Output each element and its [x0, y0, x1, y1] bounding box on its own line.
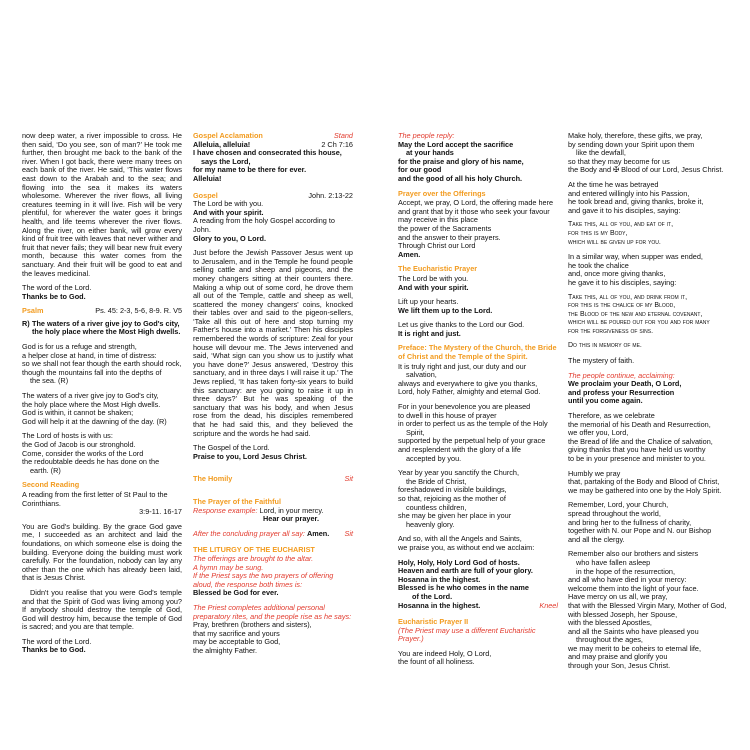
- offerings-line: and the answer to their prayers.: [398, 232, 501, 242]
- ep2-rubric: (The Priest may use a different Eucharistic Prayer.): [398, 625, 536, 644]
- preface-line: Lord, holy Father, almighty and eternal God.: [398, 387, 541, 397]
- prayer-line: At the time he was betrayed: [568, 179, 659, 189]
- preface-line: in order to perfect us as the temple of the Holy: [398, 419, 548, 429]
- eucharistic-prayer-ii-title: Eucharistic Prayer II: [398, 617, 469, 627]
- verse-line: says the Lord,: [201, 156, 251, 166]
- pray-line: the almighty Father.: [193, 645, 258, 655]
- concluding-rubric: After the concluding prayer all say:: [193, 528, 305, 538]
- column-4: [568, 132, 728, 677]
- prayer-line: that, partaking of the Body and Blood of Christ,: [568, 477, 720, 487]
- communion-epiclesis: [568, 470, 728, 496]
- people-reply: [398, 141, 558, 184]
- thanks-be-to-god: Thanks be to God.: [22, 645, 86, 655]
- offerings-line: the power of the Sacraments: [398, 223, 492, 233]
- prayer-over-offerings-title: Prayer over the Offerings: [398, 188, 486, 198]
- prayer-line: with blessed Joseph, her Spouse,: [568, 609, 678, 619]
- second-reading-title: Second Reading: [22, 480, 80, 490]
- consecration-line: Take this, all of you, and drink from it,: [568, 293, 688, 301]
- prayer-line: and may praise and glorify you: [568, 652, 668, 662]
- preface-line: the Bride of Christ,: [406, 476, 467, 486]
- acclamation-line: and profess your Resurrection: [568, 387, 675, 397]
- preface-line: Spirit,: [406, 427, 425, 437]
- psalm-reference: Ps. 45: 2-3, 5-6, 8-9. R. V5: [95, 306, 182, 316]
- prayer-line: by sending down your Spirit upon them: [568, 139, 695, 149]
- preface-line: Year by year you sanctify the Church,: [398, 468, 520, 478]
- preface-line: so that, rejoicing as the mother of: [398, 493, 506, 503]
- dialogue-line: Let us give thanks to the Lord our God.: [398, 320, 525, 330]
- pray-line: that my sacrifice and yours: [193, 628, 280, 638]
- blessed-be-god: Blessed be God for ever.: [193, 588, 279, 598]
- preface-line: to dwell in this house of prayer: [398, 410, 497, 420]
- dialogue-line: The Lord be with you.: [193, 199, 264, 209]
- people-continue-rubric: The people continue, acclaiming:: [568, 370, 675, 380]
- psalm-header: [22, 307, 182, 316]
- rubric-preparatory-rites: The Priest completes additional personal preparatory rites, and the people rise as he says:: [193, 602, 352, 621]
- amen-text: Amen.: [398, 249, 421, 259]
- ep-dialogue-2: [398, 298, 558, 315]
- preface-line: And so, with all the Angels and Saints,: [398, 534, 522, 544]
- stanza-line: though the mountains fall into the depths of: [22, 367, 162, 377]
- mystery-of-faith: The mystery of faith.: [568, 356, 635, 366]
- thanks-be-to-god: Thanks be to God.: [22, 291, 86, 301]
- institution-narrative-1: [568, 181, 728, 215]
- prayer-line: so that they may become for us: [568, 156, 670, 166]
- intercession-departed: [568, 550, 728, 670]
- gospel-text: Just before the Jewish Passover Jesus went up to Jerusalem, and in the Temple he found people selling cattle and sheep and pigeons, and the money changers sitting at their counters there. Making a whip out of some cord, he drove them all out of the Temple, cattle and sheep as well, scattered the money changers' coins, knocked their tables over and said to the pigeon-sellers, ‘Take all this out of here and stop turning my Father's house into a market.’ Then his disciples remembered the words of scripture: Zeal for your house will devour me. The Jews intervened and said, ‘What sign can you show us to justify what you have done?’ Jesus answered, ‘Destroy this sanctuary, and in three days I will raise it up.’ The Jews replied, ‘It has taken forty-six years to build this sanctuary: are you going to raise it up in three days?’ But he was speaking of the sanctuary that was his body, and when Jesus rose from the dead, his disciples remembered that he had said this, and they believed the scripture and the words he had said.: [193, 248, 353, 438]
- rubric-offerings: The offerings are brought to the altar.: [193, 553, 314, 563]
- alleluia-text: Alleluia, alleluia!: [193, 139, 251, 149]
- prayer-line: Have mercy on us all, we pray,: [568, 592, 668, 602]
- psalm-stanza-1: [22, 343, 182, 386]
- verse-line: for my name to be there for ever.: [193, 165, 307, 175]
- prayer-line: Remember, Lord, your Church,: [568, 500, 669, 510]
- prayer-of-faithful-title: The Prayer of the Faithful: [193, 496, 281, 506]
- reply-line: for the praise and glory of his name,: [398, 156, 524, 166]
- consecration-line: which will be given up for you.: [568, 238, 661, 246]
- prayer-line: he took the chalice: [568, 260, 629, 270]
- sit-rubric: Sit: [344, 528, 353, 538]
- column-1: [22, 132, 182, 661]
- acclamation-verse: [193, 149, 353, 183]
- sanctus-final-row: [398, 602, 558, 611]
- prayer-line: welcome them into the light of your face.: [568, 583, 699, 593]
- stanza-line: God is within, it cannot be shaken;: [22, 408, 134, 418]
- prayer-line: and gave it to his disciples, saying:: [568, 205, 681, 215]
- reply-line: and the good of all his holy Church.: [398, 173, 523, 183]
- word-of-lord-1: [22, 284, 182, 301]
- stanza-line: Come, consider the works of the Lord: [22, 448, 144, 458]
- institution-narrative-2: [568, 253, 728, 287]
- dialogue-line: Glory to you, O Lord.: [193, 233, 266, 243]
- kneel-rubric: Kneel: [539, 600, 558, 610]
- sanctus-line: of the Lord.: [412, 591, 453, 601]
- response-label: R): [22, 318, 30, 328]
- second-reading-reference: 3:9-11. 16-17: [139, 507, 182, 517]
- psalm-response: [22, 320, 182, 337]
- amen-text: Amen.: [306, 528, 330, 538]
- ep2-line: the fount of all holiness.: [398, 657, 475, 667]
- rubric-hymn: A hymn may be sung.: [193, 562, 264, 572]
- prayer-line: the memorial of his Death and Resurrection,: [568, 419, 711, 429]
- stanza-line: the holy place where the Most High dwells.: [22, 399, 161, 409]
- prayer-line: Remember also our brothers and sisters: [568, 549, 699, 559]
- pray-brethren: [193, 621, 353, 655]
- epiclesis: [568, 132, 728, 175]
- dialogue-line: A reading from the holy Gospel according to John.: [193, 216, 335, 234]
- preface-paragraph-2: [398, 403, 558, 463]
- second-reading-intro: [22, 491, 182, 508]
- dialogue-line: And with your spirit.: [398, 282, 469, 292]
- prayer-line: Therefore, as we celebrate: [568, 411, 655, 421]
- acclamation-line: We proclaim your Death, O Lord,: [568, 379, 682, 389]
- stanza-line: earth. (R): [30, 465, 61, 475]
- stanza-line: so we shall not fear though the earth should rock,: [22, 359, 182, 369]
- prayer-line: he took bread and, giving thanks, broke it,: [568, 197, 704, 207]
- prayer-over-offerings: [398, 199, 558, 259]
- preface-paragraph-1: [398, 363, 558, 397]
- preface-line: accepted by you.: [406, 453, 462, 463]
- gospel-reference: John. 2:13-22: [308, 190, 353, 200]
- sanctus: [398, 559, 558, 611]
- prayer-line: Humbly we pray: [568, 468, 621, 478]
- preface-paragraph-3: [398, 469, 558, 529]
- stanza-line: the redoubtable deeds he has done on the: [22, 457, 160, 467]
- pray-line: Pray, brethren (brothers and sisters),: [193, 620, 312, 630]
- psalm-title: Psalm: [22, 306, 44, 316]
- ep-dialogue-1: [398, 275, 558, 292]
- consecration-line: the Blood of the new and eternal covenant,: [568, 310, 703, 318]
- sanctus-line: Heaven and earth are full of your glory.: [398, 566, 533, 576]
- rubric-prayers-offering: If the Priest says the two prayers of offering aloud, the response both times is:: [193, 571, 334, 589]
- stanza-line: the God of Jacob is our stronghold.: [22, 440, 136, 449]
- reply-line: May the Lord accept the sacrifice: [398, 139, 514, 149]
- preface-line: For in your benevolence you are pleased: [398, 402, 531, 412]
- response-text: The waters of a river give joy to God's city, the holy place where the Most High dwells.: [32, 318, 181, 337]
- first-reading-continued: now deep water, a river impossible to cross. He then said, ‘Do you see, son of man?’ He took me further, then brought me back to the bank of the river. When I got back, there were many trees on each bank of the river. He said, ‘This water flows east down to the Arabah and to the sea; and flowing into the sea it makes its waters wholesome. Wherever the river flows, all living creatures teeming in it will live. Fish will be very plentiful, for wherever the water goes it brings health, and life teems wherever the river flows. Along the river, on either bank, will grow every kind of fruit tree with leaves that never wither and fruit that never fails; they will bear new fruit every month, because this water comes from the sanctuary. And their fruit will be good to eat and the leaves medicinal.: [22, 131, 182, 278]
- consecration-bread: [568, 221, 728, 247]
- stanza-line: The waters of a river give joy to God's city,: [22, 391, 159, 401]
- column-2: [193, 132, 353, 661]
- prayer-line: through your Son, Jesus Christ.: [568, 661, 671, 671]
- sanctus-line: Blessed is he who comes in the name: [398, 583, 529, 593]
- ep2-opening: [398, 650, 558, 667]
- dialogue-line: Lift up your hearts.: [398, 297, 459, 307]
- prayer-line: and all who have died in your mercy:: [568, 575, 687, 585]
- sanctus-line: Hosanna in the highest.: [398, 600, 481, 610]
- people-reply-rubric: The people reply:: [398, 131, 455, 140]
- consecration-line: for the forgiveness of sins.: [568, 327, 654, 335]
- column-3: [398, 132, 558, 673]
- stand-rubric: Stand: [333, 131, 353, 140]
- prayer-line: he gave it to his disciples, saying:: [568, 277, 677, 287]
- second-reading-intro-text: A reading from the first letter of St Paul to the Corinthians.: [22, 489, 168, 508]
- reply-line: for our good: [398, 165, 442, 175]
- stanza-line: a helper close at hand, in time of distress:: [22, 350, 157, 360]
- gospel-dialogue: [193, 200, 353, 243]
- prayer-line: the Body and ✠ Blood of our Lord, Jesus Christ.: [568, 165, 724, 175]
- prayer-line: together with N. our Pope and N. our Bishop: [568, 526, 712, 536]
- consecration-line: which will be poured out for you and for many: [568, 319, 710, 327]
- gospel-title: Gospel: [193, 190, 218, 200]
- consecration-line: for this is the chalice of my Blood,: [568, 302, 676, 310]
- prayer-line: to be in your presence and minister to you.: [568, 454, 706, 463]
- offerings-line: Through Christ our Lord: [398, 241, 476, 251]
- second-reading-paragraph-1: You are God's building. By the grace God gave me, I succeeded as an architect and laid the foundations, on which someone else is doing the building. Everyone doing the building must work carefully. For the foundation, nobody can lay any other than the one which has already been laid, that is Jesus Christ.: [22, 521, 182, 583]
- hear-our-prayer: Hear our prayer.: [263, 514, 319, 524]
- preface-line: salvation,: [406, 370, 437, 380]
- sanctus-line: Holy, Holy, Holy Lord God of hosts.: [398, 557, 520, 567]
- prayer-line: with the blessed Apostles,: [568, 618, 652, 628]
- acclamation-line: until you come again.: [568, 396, 643, 406]
- prayer-line: in the hope of the resurrection,: [576, 566, 675, 576]
- dialogue-line: We lift them up to the Lord.: [398, 305, 493, 315]
- prayer-line: Make holy, therefore, these gifts, we pray,: [568, 131, 703, 140]
- second-reading-paragraph-2: Didn't you realise that you were God's temple and that the Spirit of God was living among you? If anybody should destroy the temple of God, God will destroy him, because the temple of God is sacred; and you are that temple.: [22, 587, 182, 632]
- preface-line: supported by the perpetual help of your grace: [398, 436, 546, 446]
- dialogue-line: It is right and just.: [398, 328, 461, 338]
- word-of-lord-text: The word of the Lord.: [22, 636, 92, 646]
- gospel-praise: Praise to you, Lord Jesus Christ.: [193, 451, 307, 461]
- homily-header: [193, 475, 353, 484]
- prayer-line: we may merit to be coheirs to eternal life,: [568, 643, 702, 653]
- dialogue-line: The Lord be with you.: [398, 273, 469, 283]
- consecration-line: for this is my Body,: [568, 229, 628, 237]
- acclamation-reference: 2 Ch 7:16: [321, 139, 353, 149]
- do-this-in-memory: Do this in memory of me.: [568, 342, 642, 350]
- stanza-line: God will help it at the dawning of the day. (R): [22, 416, 167, 426]
- dialogue-line: And with your spirit.: [193, 207, 264, 217]
- prayer-line: we offer you, Lord,: [568, 428, 629, 438]
- pray-line: may be acceptable to God,: [193, 637, 281, 647]
- stanza-line: The Lord of hosts is with us:: [22, 431, 113, 441]
- preface-line: countless children,: [406, 502, 467, 512]
- stanza-line: the sea. (R): [30, 376, 69, 386]
- prayer-line: and bring her to the fullness of charity,: [568, 517, 692, 527]
- preface-line: foreshadowed in visible buildings,: [398, 485, 507, 495]
- prayer-line: spread throughout the world,: [568, 508, 661, 518]
- word-of-lord-2: [22, 638, 182, 655]
- psalm-stanza-2: [22, 392, 182, 426]
- stanza-line: God is for us a refuge and strength,: [22, 342, 137, 352]
- anamnesis: [568, 412, 728, 464]
- prayer-line: and, once more giving thanks,: [568, 269, 666, 279]
- response-example-text: Lord, in your mercy.: [259, 505, 324, 515]
- memorial-acclamation: [568, 380, 728, 406]
- eucharistic-prayer-title: The Eucharistic Prayer: [398, 264, 478, 274]
- gospel-ending: [193, 444, 353, 461]
- intercession-church: [568, 501, 728, 544]
- prayer-line: the Bread of life and the Chalice of salvation,: [568, 436, 713, 446]
- preface-line: and resplendent with the glory of a life: [398, 445, 521, 454]
- preface-line: It is truly right and just, our duty and our: [398, 361, 527, 371]
- prayer-line: who have fallen asleep: [576, 557, 651, 567]
- verse-line: Alleluia!: [193, 173, 222, 183]
- word-of-lord-text: The word of the Lord.: [22, 283, 92, 293]
- acclamation-title: Gospel Acclamation: [193, 131, 263, 140]
- preface-paragraph-4: [398, 535, 558, 552]
- gospel-end-text: The Gospel of the Lord.: [193, 443, 270, 453]
- prayer-line: and entered willingly into his Passion,: [568, 188, 690, 198]
- homily-title: The Homily: [193, 474, 233, 484]
- response-example-label: Response example:: [193, 505, 258, 515]
- ep2-line: You are indeed Holy, O Lord,: [398, 648, 492, 658]
- preface-line: she may be given her place in your: [398, 511, 512, 521]
- consecration-wine: [568, 294, 728, 337]
- prayer-line: throughout the ages,: [576, 635, 643, 645]
- preface-line: heavenly glory.: [406, 519, 455, 529]
- sit-rubric: Sit: [344, 474, 353, 484]
- prayer-line: that with the Blessed Virgin Mary, Mother of God,: [568, 600, 727, 610]
- preface-line: we praise you, as without end we acclaim:: [398, 542, 535, 552]
- prayer-line: and all the clergy.: [568, 534, 625, 544]
- prayer-line: like the dewfall,: [576, 148, 626, 158]
- prayer-line: we may be gathered into one by the Holy Spirit.: [568, 485, 722, 495]
- ep-dialogue-3: [398, 321, 558, 338]
- preface-line: always and everywhere to give you thanks,: [398, 378, 538, 388]
- psalm-stanza-3: [22, 432, 182, 475]
- concluding-prayer-row: [193, 530, 353, 539]
- preface-title: Preface: The Mystery of the Church, the Bride of Christ and the Temple of the Spirit.: [398, 343, 557, 362]
- sanctus-line: Hosanna in the highest.: [398, 574, 481, 584]
- prayer-line: giving thanks that you have held us worthy: [568, 445, 706, 455]
- prayer-line: and all the Saints who have pleased you: [568, 626, 699, 636]
- offerings-text: Accept, we pray, O Lord, the offering made here and grant that by it those who seek your favour may receive in this place: [398, 198, 554, 225]
- liturgy-of-eucharist-title: THE LITURGY OF THE EUCHARIST: [193, 545, 315, 555]
- verse-line: I have chosen and consecrated this house,: [193, 148, 342, 158]
- prayer-line: In a similar way, when supper was ended,: [568, 252, 703, 262]
- consecration-line: Take this, all of you, and eat of it,: [568, 221, 674, 229]
- reply-line: at your hands: [406, 148, 454, 158]
